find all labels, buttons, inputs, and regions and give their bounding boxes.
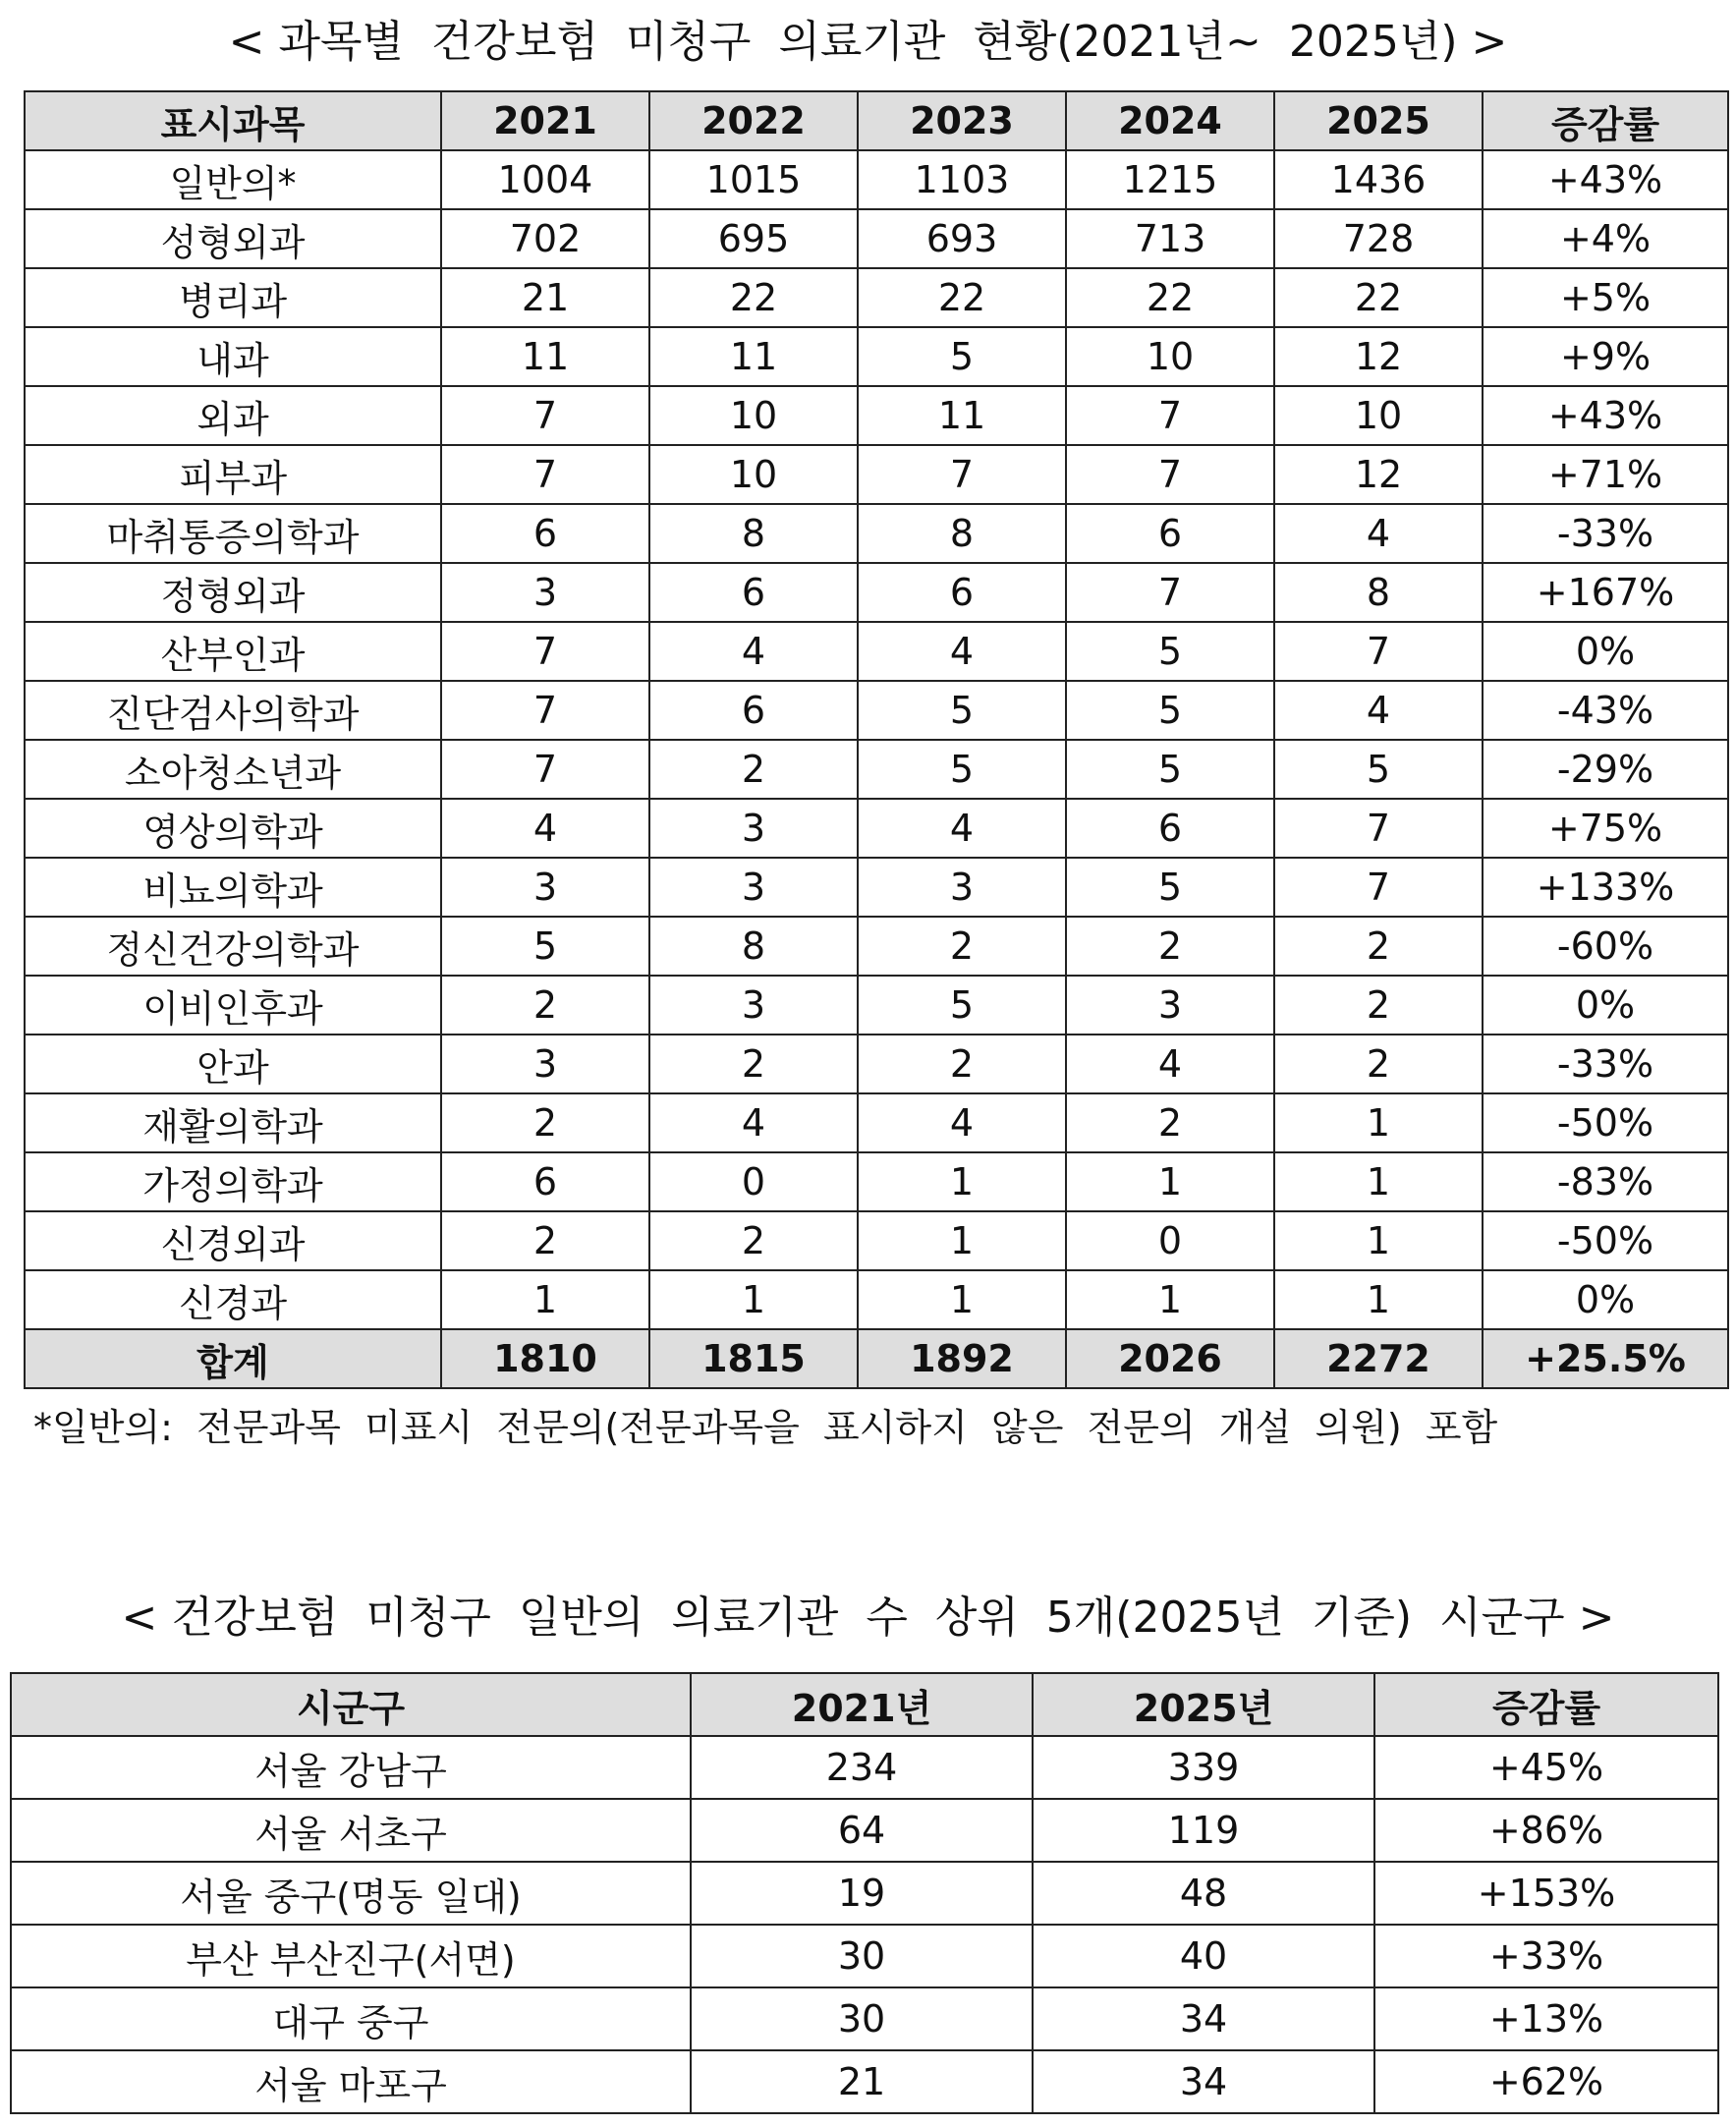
table-cell: +62% — [1374, 2050, 1718, 2113]
table-cell: -33% — [1483, 1035, 1728, 1093]
table-cell: 7 — [1066, 386, 1274, 445]
header-cell: 2025년 — [1033, 1673, 1374, 1736]
header-cell: 2024 — [1066, 91, 1274, 150]
total-cell: 1892 — [858, 1329, 1066, 1388]
table-cell: 3 — [441, 858, 649, 917]
table-cell: 7 — [858, 445, 1066, 504]
header-cell: 증감률 — [1483, 91, 1728, 150]
table-cell: 6 — [441, 1152, 649, 1211]
table-cell: 12 — [1274, 445, 1483, 504]
table-cell: 5 — [1066, 681, 1274, 740]
table-cell: +43% — [1483, 150, 1728, 209]
specialty-table — [24, 90, 1729, 1389]
table-cell: 702 — [441, 209, 649, 268]
table-row — [11, 2050, 1718, 2113]
table-cell: 6 — [649, 563, 858, 622]
table-cell: 3 — [1066, 976, 1274, 1035]
table-cell: 5 — [441, 917, 649, 976]
table-cell: 1 — [858, 1270, 1066, 1329]
table-cell: 2 — [1274, 1035, 1483, 1093]
table-cell: 일반의* — [25, 150, 441, 209]
table-cell: 48 — [1033, 1862, 1374, 1925]
district-table — [10, 1672, 1719, 2114]
table-cell: 19 — [691, 1862, 1033, 1925]
table-row — [25, 622, 1728, 681]
table-cell: 2 — [1066, 917, 1274, 976]
table-cell: 1 — [1274, 1270, 1483, 1329]
table-cell: 5 — [858, 976, 1066, 1035]
total-cell: 합계 — [25, 1329, 441, 1388]
total-cell: 2026 — [1066, 1329, 1274, 1388]
table-cell: 3 — [649, 976, 858, 1035]
table-cell: 6 — [1066, 504, 1274, 563]
table-row — [25, 327, 1728, 386]
table-row — [25, 1152, 1728, 1211]
table-cell: 1 — [858, 1211, 1066, 1270]
table-cell: 693 — [858, 209, 1066, 268]
table-cell: -33% — [1483, 504, 1728, 563]
total-cell: +25.5% — [1483, 1329, 1728, 1388]
table-cell: 10 — [649, 386, 858, 445]
table-cell: 신경과 — [25, 1270, 441, 1329]
table-cell: 3 — [441, 563, 649, 622]
table-cell: 30 — [691, 1987, 1033, 2050]
table-cell: 부산 부산진구(서면) — [11, 1925, 691, 1987]
table-cell: 695 — [649, 209, 858, 268]
table-cell: 34 — [1033, 1987, 1374, 2050]
table-cell: 이비인후과 — [25, 976, 441, 1035]
table-cell: 산부인과 — [25, 622, 441, 681]
table-cell: 5 — [858, 327, 1066, 386]
table-row — [25, 976, 1728, 1035]
table-cell: 1 — [649, 1270, 858, 1329]
header-cell: 표시과목 — [25, 91, 441, 150]
table-row — [25, 1035, 1728, 1093]
table-cell: -43% — [1483, 681, 1728, 740]
table-cell: -83% — [1483, 1152, 1728, 1211]
table2-title: < 건강보험 미청구 일반의 의료기관 수 상위 5개(2025년 기준) 시군구 > — [121, 1593, 1615, 1643]
header-cell: 2023 — [858, 91, 1066, 150]
table-cell: 정형외과 — [25, 563, 441, 622]
table-cell: 22 — [858, 268, 1066, 327]
table-row — [25, 1211, 1728, 1270]
table-cell: 21 — [691, 2050, 1033, 2113]
total-cell: 1815 — [649, 1329, 858, 1388]
table-cell: -50% — [1483, 1093, 1728, 1152]
total-row — [25, 1329, 1728, 1388]
table-cell: 22 — [649, 268, 858, 327]
table-cell: 2 — [441, 1093, 649, 1152]
table-row — [11, 1862, 1718, 1925]
table-cell: 713 — [1066, 209, 1274, 268]
table-cell: 정신건강의학과 — [25, 917, 441, 976]
table-cell: +86% — [1374, 1799, 1718, 1862]
header-cell: 2025 — [1274, 91, 1483, 150]
header-cell: 시군구 — [11, 1673, 691, 1736]
total-cell: 1810 — [441, 1329, 649, 1388]
table-cell: 2 — [1274, 917, 1483, 976]
table-cell: 728 — [1274, 209, 1483, 268]
table-cell: 7 — [1274, 858, 1483, 917]
table-cell: 1004 — [441, 150, 649, 209]
table-cell: 10 — [649, 445, 858, 504]
table-cell: 12 — [1274, 327, 1483, 386]
table-cell: 가정의학과 — [25, 1152, 441, 1211]
table-cell: 서울 중구(명동 일대) — [11, 1862, 691, 1925]
table-cell: 피부과 — [25, 445, 441, 504]
table-cell: 영상의학과 — [25, 799, 441, 858]
table-cell: +75% — [1483, 799, 1728, 858]
table-cell: 1 — [1274, 1152, 1483, 1211]
table-cell: 6 — [441, 504, 649, 563]
table-cell: 0% — [1483, 1270, 1728, 1329]
table-cell: 0% — [1483, 976, 1728, 1035]
table-cell: 2 — [1066, 1093, 1274, 1152]
table-cell: 7 — [441, 622, 649, 681]
table-cell: 3 — [858, 858, 1066, 917]
table-cell: 4 — [858, 799, 1066, 858]
table-cell: 7 — [1274, 622, 1483, 681]
table-cell: +167% — [1483, 563, 1728, 622]
table-cell: 내과 — [25, 327, 441, 386]
table-row — [25, 445, 1728, 504]
table-cell: 2 — [858, 1035, 1066, 1093]
table-cell: 1 — [441, 1270, 649, 1329]
table-cell: 4 — [441, 799, 649, 858]
table-cell: 8 — [858, 504, 1066, 563]
table-cell: 안과 — [25, 1035, 441, 1093]
table-cell: +9% — [1483, 327, 1728, 386]
table-row — [25, 268, 1728, 327]
table-cell: 3 — [649, 858, 858, 917]
total-cell: 2272 — [1274, 1329, 1483, 1388]
table-cell: 22 — [1066, 268, 1274, 327]
header-cell: 2021 — [441, 91, 649, 150]
table-cell: -29% — [1483, 740, 1728, 799]
table-cell: 34 — [1033, 2050, 1374, 2113]
table-cell: +71% — [1483, 445, 1728, 504]
table-cell: 30 — [691, 1925, 1033, 1987]
table-cell: 1 — [1274, 1093, 1483, 1152]
table-cell: 10 — [1066, 327, 1274, 386]
table-cell: 4 — [858, 622, 1066, 681]
table-cell: 339 — [1033, 1736, 1374, 1799]
table1-title: < 과목별 건강보험 미청구 의료기관 현황(2021년~ 2025년) > — [228, 17, 1508, 67]
table-cell: 외과 — [25, 386, 441, 445]
table-cell: 서울 마포구 — [11, 2050, 691, 2113]
table-cell: 신경외과 — [25, 1211, 441, 1270]
table-cell: 5 — [1274, 740, 1483, 799]
table-cell: 마취통증의학과 — [25, 504, 441, 563]
table-cell: +133% — [1483, 858, 1728, 917]
table-row — [25, 917, 1728, 976]
table-cell: 7 — [1274, 799, 1483, 858]
table-row — [25, 858, 1728, 917]
table-row — [25, 209, 1728, 268]
table-cell: 1 — [858, 1152, 1066, 1211]
table-cell: 7 — [441, 445, 649, 504]
table-row — [25, 504, 1728, 563]
table-cell: 2 — [441, 1211, 649, 1270]
table-header-row — [11, 1673, 1718, 1736]
table-row — [25, 1093, 1728, 1152]
table-cell: +153% — [1374, 1862, 1718, 1925]
table-cell: 대구 중구 — [11, 1987, 691, 2050]
table-cell: 재활의학과 — [25, 1093, 441, 1152]
table-cell: 성형외과 — [25, 209, 441, 268]
table-cell: +43% — [1483, 386, 1728, 445]
table-cell: 2 — [649, 1035, 858, 1093]
table-cell: +13% — [1374, 1987, 1718, 2050]
table-row — [11, 1925, 1718, 1987]
table-cell: 5 — [1066, 740, 1274, 799]
table-row — [25, 150, 1728, 209]
table-cell: 4 — [858, 1093, 1066, 1152]
table-row — [25, 681, 1728, 740]
table-cell: 7 — [1066, 445, 1274, 504]
table-cell: 8 — [649, 504, 858, 563]
table-cell: 119 — [1033, 1799, 1374, 1862]
table-cell: 5 — [858, 740, 1066, 799]
table-cell: -60% — [1483, 917, 1728, 976]
table-cell: 1 — [1066, 1270, 1274, 1329]
table-cell: 1436 — [1274, 150, 1483, 209]
table-cell: 0 — [1066, 1211, 1274, 1270]
table-cell: 10 — [1274, 386, 1483, 445]
table-row — [25, 563, 1728, 622]
table-cell: 1 — [1274, 1211, 1483, 1270]
table-cell: 64 — [691, 1799, 1033, 1862]
table-cell: 2 — [649, 740, 858, 799]
table-row — [11, 1736, 1718, 1799]
table-cell: 8 — [1274, 563, 1483, 622]
table-cell: 11 — [649, 327, 858, 386]
table-cell: 4 — [1274, 681, 1483, 740]
table-cell: 0 — [649, 1152, 858, 1211]
table-cell: 5 — [858, 681, 1066, 740]
header-cell: 증감률 — [1374, 1673, 1718, 1736]
table-cell: 234 — [691, 1736, 1033, 1799]
table-cell: 21 — [441, 268, 649, 327]
table-header-row — [25, 91, 1728, 150]
table-row — [25, 799, 1728, 858]
table-cell: 6 — [858, 563, 1066, 622]
table-cell: 3 — [441, 1035, 649, 1093]
table-cell: 1215 — [1066, 150, 1274, 209]
table-cell: 1015 — [649, 150, 858, 209]
table-cell: 22 — [1274, 268, 1483, 327]
table-cell: 병리과 — [25, 268, 441, 327]
table-cell: 6 — [1066, 799, 1274, 858]
table-cell: 4 — [1066, 1035, 1274, 1093]
table-cell: 8 — [649, 917, 858, 976]
table-row — [25, 386, 1728, 445]
table-cell: 2 — [858, 917, 1066, 976]
table-cell: 6 — [649, 681, 858, 740]
table-cell: 11 — [858, 386, 1066, 445]
table-cell: 7 — [441, 681, 649, 740]
table-cell: +5% — [1483, 268, 1728, 327]
header-cell: 2022 — [649, 91, 858, 150]
table-row — [25, 740, 1728, 799]
table-cell: 2 — [649, 1211, 858, 1270]
table-cell: 서울 강남구 — [11, 1736, 691, 1799]
table-cell: 진단검사의학과 — [25, 681, 441, 740]
table-cell: 2 — [441, 976, 649, 1035]
table-cell: +45% — [1374, 1736, 1718, 1799]
table-cell: 소아청소년과 — [25, 740, 441, 799]
table-cell: 2 — [1274, 976, 1483, 1035]
table-cell: +33% — [1374, 1925, 1718, 1987]
table-cell: 4 — [649, 622, 858, 681]
footnote: *일반의: 전문과목 미표시 전문의(전문과목을 표시하지 않은 전문의 개설 의원) 포함 — [33, 1406, 1498, 1449]
table-cell: 0% — [1483, 622, 1728, 681]
table-cell: 11 — [441, 327, 649, 386]
table-cell: 비뇨의학과 — [25, 858, 441, 917]
table-cell: 3 — [649, 799, 858, 858]
table-cell: 40 — [1033, 1925, 1374, 1987]
table-row — [11, 1799, 1718, 1862]
header-cell: 2021년 — [691, 1673, 1033, 1736]
table-cell: 5 — [1066, 622, 1274, 681]
table-cell: 4 — [649, 1093, 858, 1152]
table-cell: 4 — [1274, 504, 1483, 563]
table-cell: 7 — [1066, 563, 1274, 622]
table-cell: -50% — [1483, 1211, 1728, 1270]
table-cell: 7 — [441, 740, 649, 799]
table-cell: 서울 서초구 — [11, 1799, 691, 1862]
table-row — [11, 1987, 1718, 2050]
table-cell: 5 — [1066, 858, 1274, 917]
table-cell: 1103 — [858, 150, 1066, 209]
table-cell: +4% — [1483, 209, 1728, 268]
table-row — [25, 1270, 1728, 1329]
table-cell: 7 — [441, 386, 649, 445]
table-cell: 1 — [1066, 1152, 1274, 1211]
